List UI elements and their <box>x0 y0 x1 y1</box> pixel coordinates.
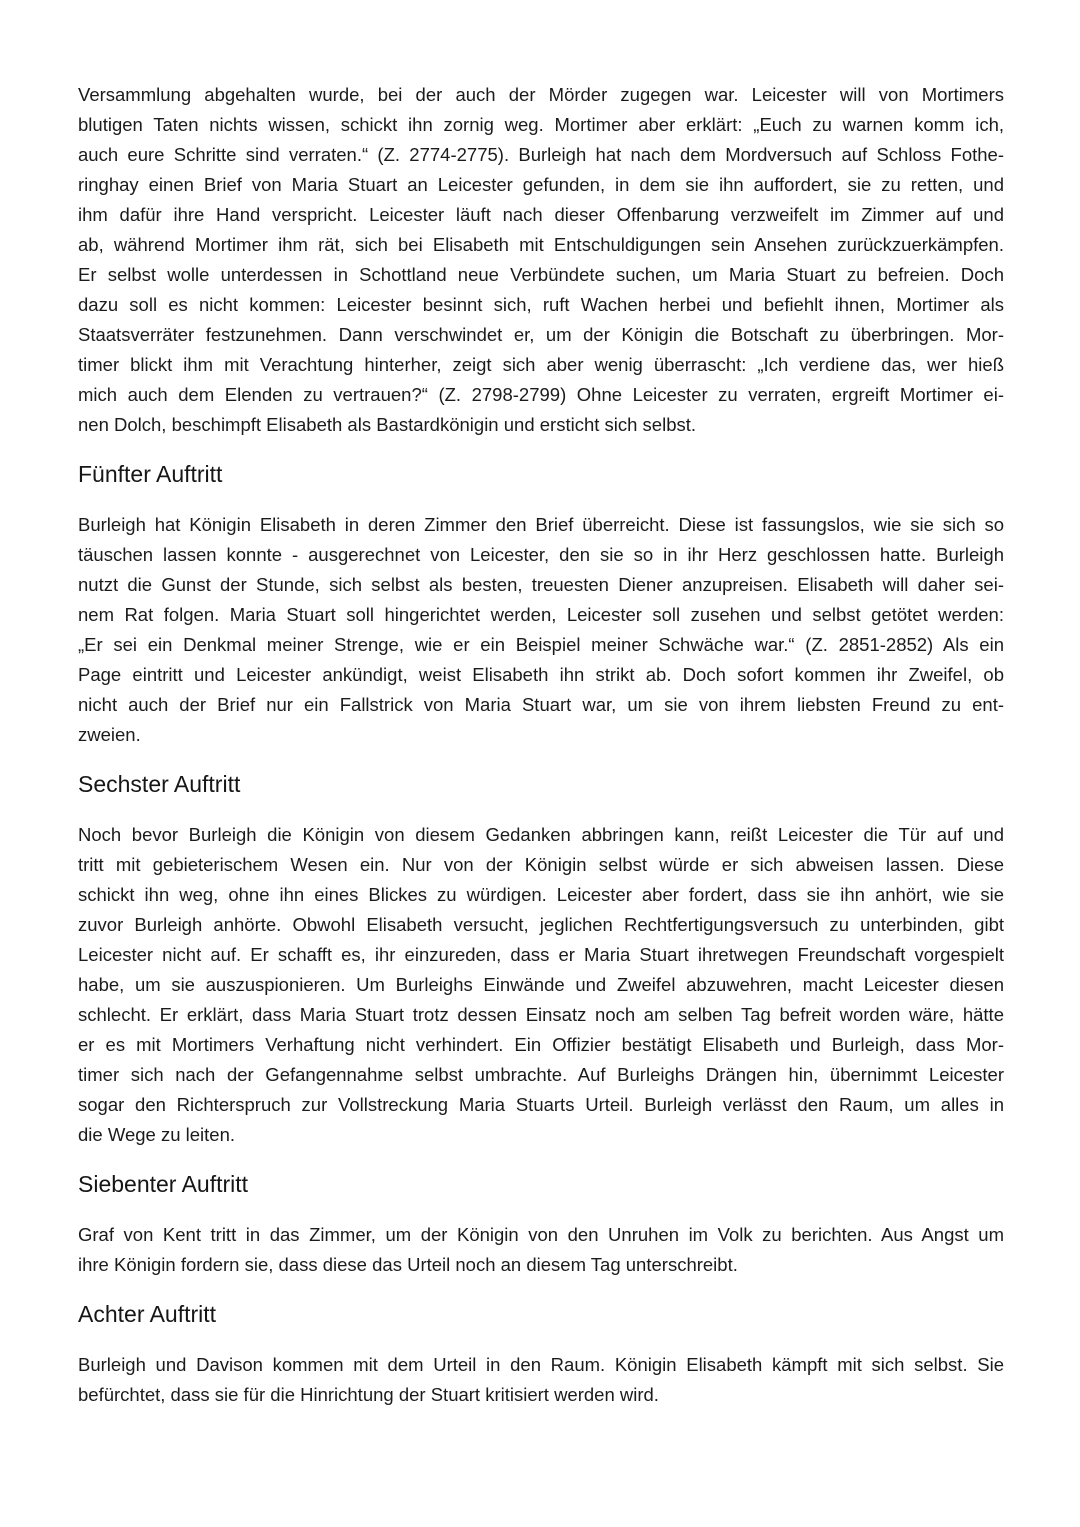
text-line: auch eure Schritte sind verraten.“ (Z. 2774-2775). Burleigh hat nach dem Mordversuch auf Schloss Fothe- <box>78 144 1004 165</box>
text-line: tritt mit gebieterischem Wesen ein. Nur von der Königin selbst würde er sich abweisen lassen. Diese <box>78 854 1004 875</box>
paragraph <box>78 1350 1004 1410</box>
text-line: nem Rat folgen. Maria Stuart soll hingerichtet werden, Leicester soll zusehen und selbst getötet werden: <box>78 604 1004 625</box>
text-line: Versammlung abgehalten wurde, bei der auch der Mörder zugegen war. Leicester will von Mortimers <box>78 84 1004 105</box>
text-line: nen Dolch, beschimpft Elisabeth als Bastardkönigin und ersticht sich selbst. <box>78 414 697 435</box>
text-line: Leicester nicht auf. Er schafft es, ihr einzureden, dass er Maria Stuart ihretwegen Freundschaft vorgespielt <box>78 944 1004 965</box>
text-line: ab, während Mortimer ihm rät, sich bei Elisabeth mit Entschuldigungen sein Ansehen zurückzuerkämpfen. <box>78 234 1004 255</box>
text-line: ihm dafür ihre Hand verspricht. Leicester läuft nach dieser Offenbarung verzweifelt im Zimmer auf und <box>78 204 1004 225</box>
text-line: Burleigh und Davison kommen mit dem Urteil in den Raum. Königin Elisabeth kämpft mit sich selbst. Sie <box>78 1354 1004 1375</box>
section-heading: Fünfter Auftritt <box>78 461 223 487</box>
text-line: Burleigh hat Königin Elisabeth in deren Zimmer den Brief überreicht. Diese ist fassungslos, wie sie sich so <box>78 514 1004 535</box>
paragraph <box>78 510 1004 750</box>
text-line: timer blickt ihm mit Verachtung hinterher, zeigt sich aber wenig überrascht: „Ich verdiene das, wer hieß <box>78 354 1004 375</box>
paragraph <box>78 80 1004 440</box>
section-heading: Achter Auftritt <box>78 1301 217 1327</box>
text-line: täuschen lassen konnte - ausgerechnet von Leicester, den sie so in ihr Herz geschlossen hatte. Burleigh <box>78 544 1004 565</box>
text-line: schickt ihn weg, ohne ihn eines Blickes zu würdigen. Leicester aber fordert, dass sie ihn anhört, wie sie <box>78 884 1004 905</box>
text-line: befürchtet, dass sie für die Hinrichtung der Stuart kritisiert werden wird. <box>78 1384 659 1405</box>
text-line: er es mit Mortimers Verhaftung nicht verhindert. Ein Offizier bestätigt Elisabeth und Burleigh, dass Mor- <box>78 1034 1004 1055</box>
text-line: Page eintritt und Leicester ankündigt, weist Elisabeth ihn strikt ab. Doch sofort kommen ihr Zweifel, ob <box>78 664 1004 685</box>
text-line: habe, um sie auszuspionieren. Um Burleighs Einwände und Zweifel abzuwehren, macht Leicester diesen <box>78 974 1004 995</box>
text-line: timer sich nach der Gefangennahme selbst umbrachte. Auf Burleighs Drängen hin, übernimmt Leicester <box>78 1064 1004 1085</box>
section-heading: Siebenter Auftritt <box>78 1171 249 1197</box>
text-line: nicht auch der Brief nur ein Fallstrick von Maria Stuart war, um sie von ihrem liebsten Freund zu ent- <box>78 694 1004 715</box>
text-line: Noch bevor Burleigh die Königin von diesem Gedanken abbringen kann, reißt Leicester die Tür auf und <box>78 824 1004 845</box>
text-line: Graf von Kent tritt in das Zimmer, um der Königin von den Unruhen im Volk zu berichten. Aus Angst um <box>78 1224 1004 1245</box>
text-line: ihre Königin fordern sie, dass diese das Urteil noch an diesem Tag unterschreibt. <box>78 1254 738 1275</box>
text-line: ringhay einen Brief von Maria Stuart an Leicester gefunden, in dem sie ihn auffordert, sie zu retten, und <box>78 174 1004 195</box>
text-line: mich auch dem Elenden zu vertrauen?“ (Z. 2798-2799) Ohne Leicester zu verraten, ergreift Mortimer ei- <box>78 384 1004 405</box>
text-line: blutigen Taten nichts wissen, schickt ihn zornig weg. Mortimer aber erklärt: „Euch zu warnen komm ich, <box>78 114 1004 135</box>
document-content <box>78 80 1004 1410</box>
text-line: Er selbst wolle unterdessen in Schottland neue Verbündete suchen, um Maria Stuart zu befreien. Doch <box>78 264 1004 285</box>
text-line: nutzt die Gunst der Stunde, sich selbst als besten, treuesten Diener anzupreisen. Elisabeth will daher sei- <box>78 574 1004 595</box>
text-line: dazu soll es nicht kommen: Leicester besinnt sich, ruft Wachen herbei und befiehlt ihnen, Mortimer als <box>78 294 1004 315</box>
paragraph <box>78 820 1004 1150</box>
section-heading: Sechster Auftritt <box>78 771 241 797</box>
text-line: zuvor Burleigh anhörte. Obwohl Elisabeth versucht, jeglichen Rechtfertigungsversuch zu unterbinden, gibt <box>78 914 1004 935</box>
text-line: „Er sei ein Denkmal meiner Strenge, wie er ein Beispiel meiner Schwäche war.“ (Z. 2851-2852) Als ein <box>78 634 1004 655</box>
paragraph <box>78 1220 1004 1280</box>
text-line: die Wege zu leiten. <box>78 1124 236 1145</box>
text-line: sogar den Richterspruch zur Vollstreckung Maria Stuarts Urteil. Burleigh verlässt den Raum, um alles in <box>78 1094 1004 1115</box>
text-line: zweien. <box>78 724 141 745</box>
text-line: Staatsverräter festzunehmen. Dann verschwindet er, um der Königin die Botschaft zu überbringen. Mor- <box>78 324 1004 345</box>
text-line: schlecht. Er erklärt, dass Maria Stuart trotz dessen Einsatz noch am selben Tag befreit worden wäre, hätte <box>78 1004 1004 1025</box>
